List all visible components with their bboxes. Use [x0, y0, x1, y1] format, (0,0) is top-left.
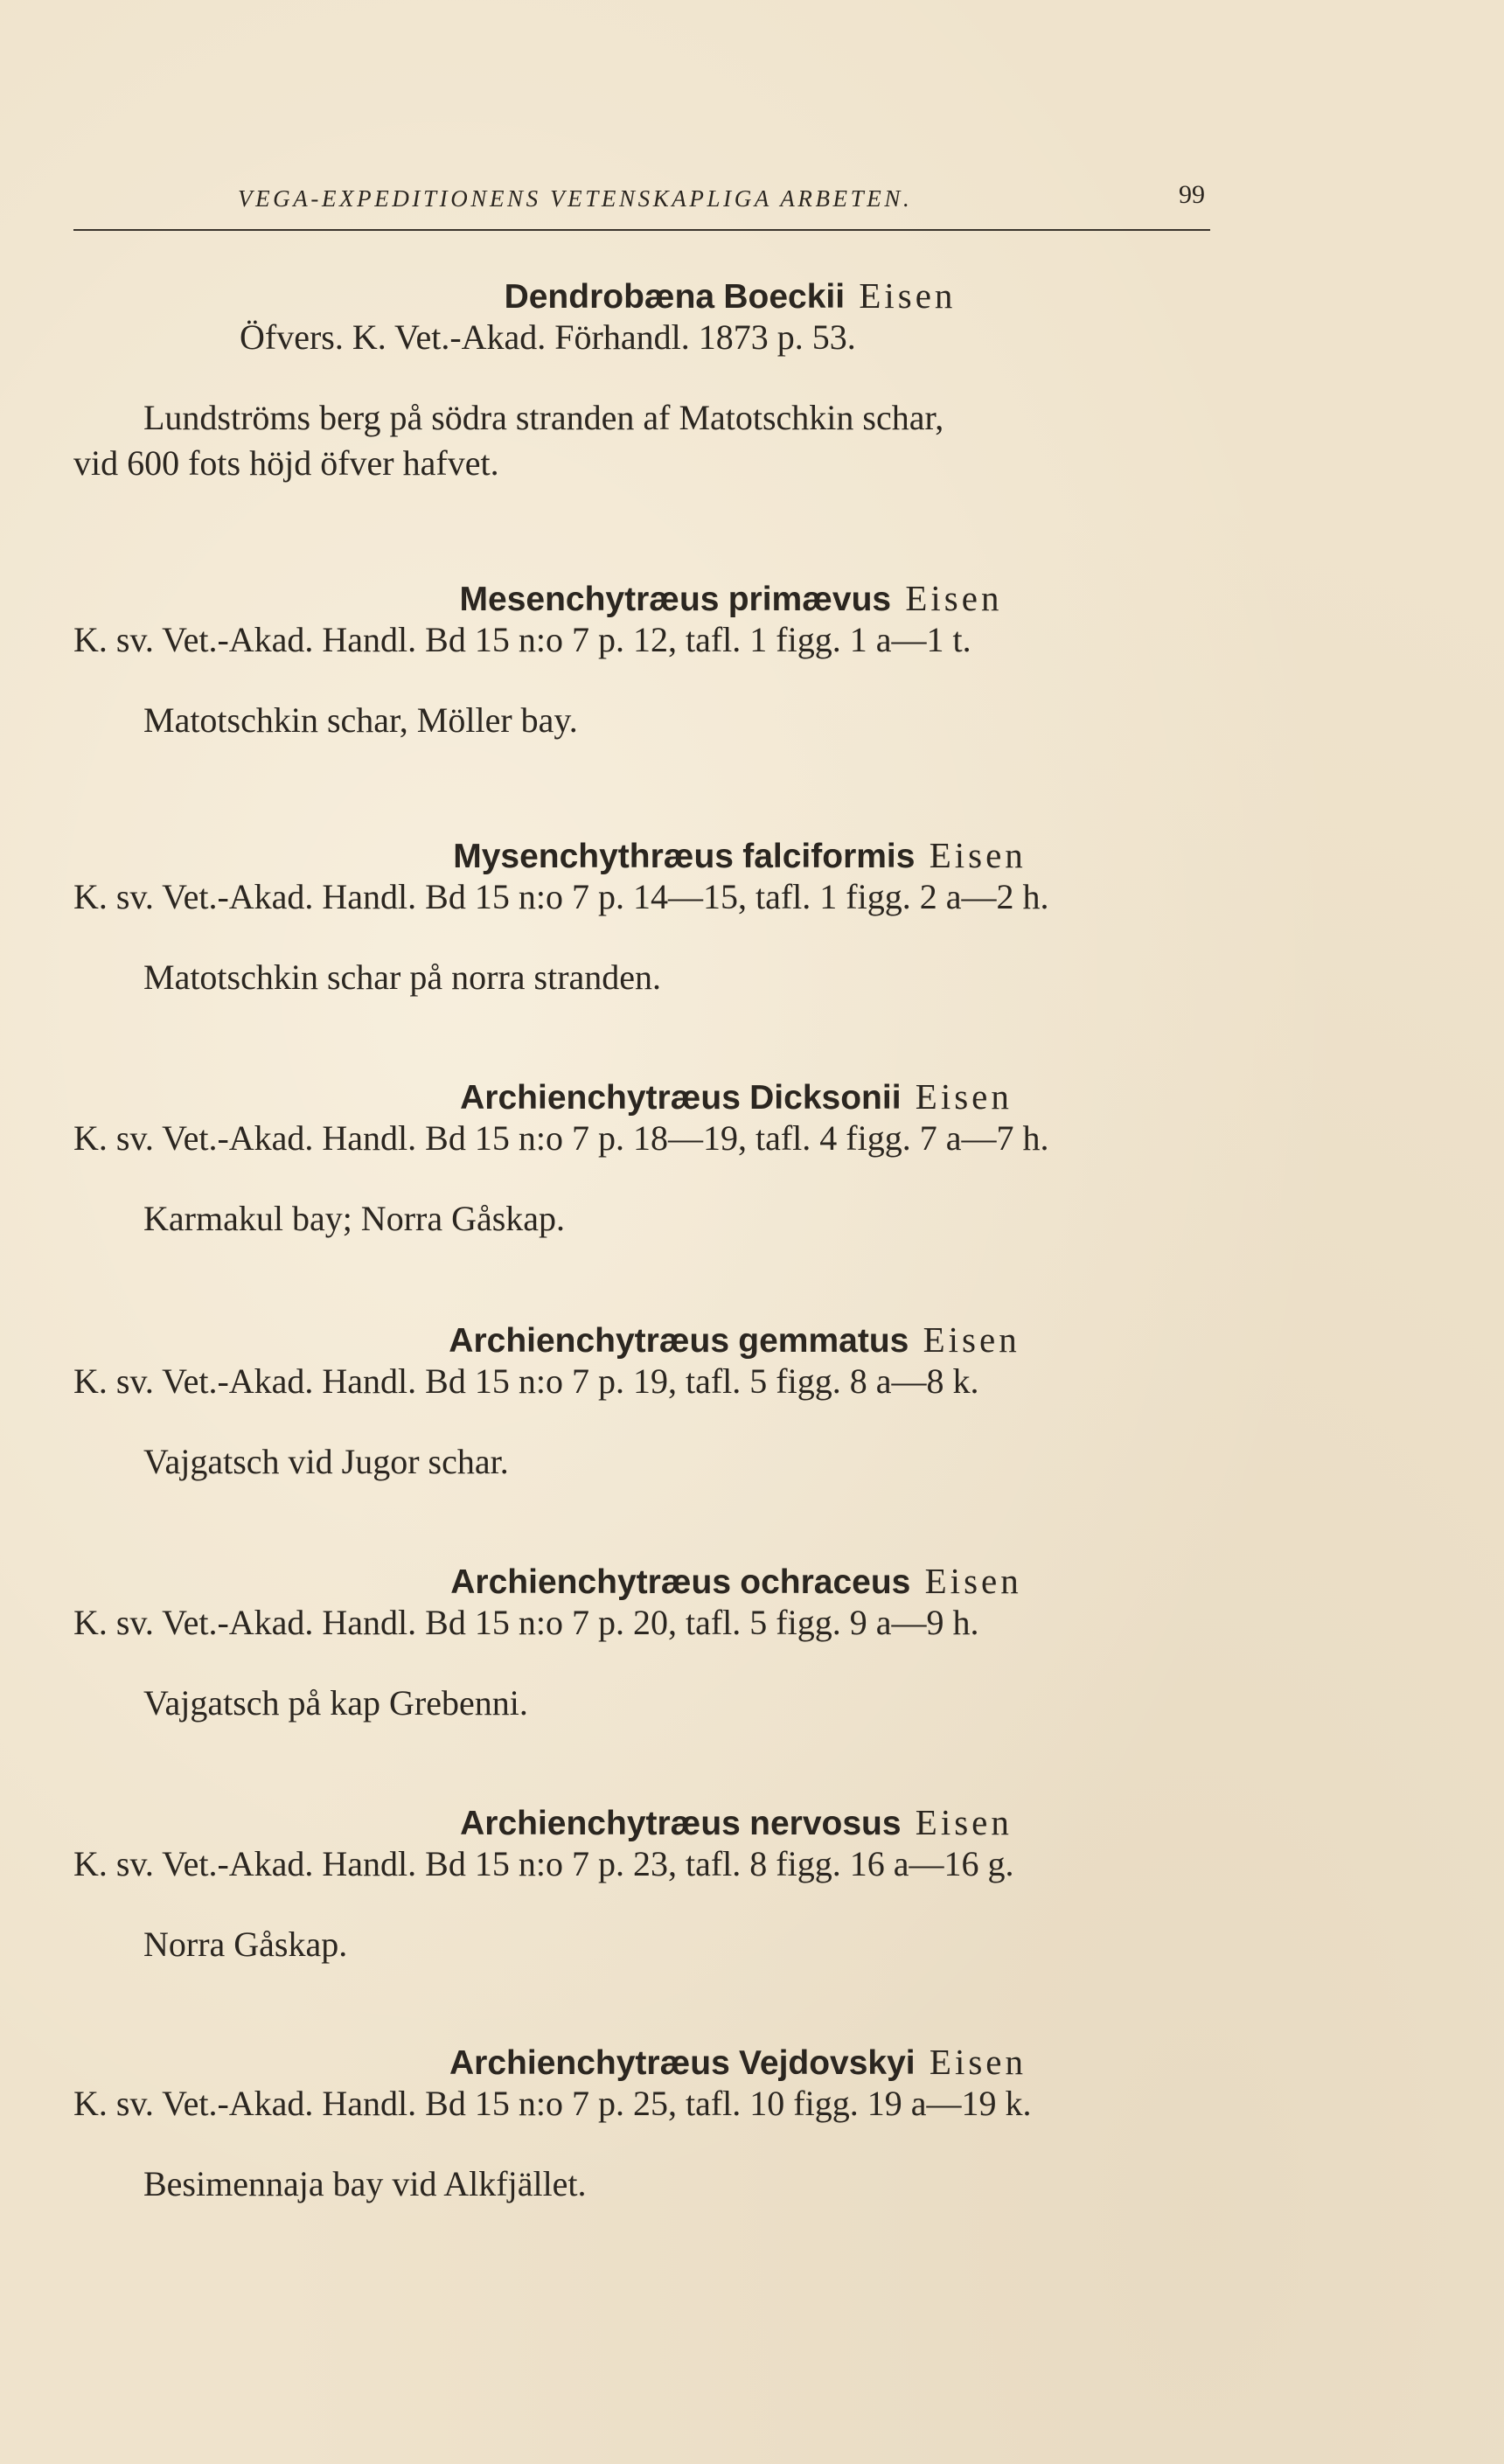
genus-name: Mysenchythræus [453, 838, 734, 875]
author-name: Eisen [915, 1076, 1013, 1117]
genus-name: Mesenchytræus [459, 581, 720, 618]
author-name: Eisen [929, 835, 1027, 875]
page-header [0, 175, 1504, 227]
species-title [0, 2041, 1490, 2083]
author-name: Eisen [929, 2042, 1027, 2082]
locality: Vajgatsch vid Jugor schar. [143, 1442, 509, 1481]
species-name: ochraceus [740, 1563, 911, 1601]
locality: Matotschkin schar på norra stranden. [143, 957, 662, 997]
author-name: Eisen [905, 578, 1003, 618]
literature-reference: K. sv. Vet.-Akad. Handl. Bd 15 n:o 7 p. 14—15, tafl. 1 figg. 2 a—2 h. [73, 877, 1049, 916]
species-name: Dicksonii [749, 1079, 902, 1117]
species-name: Boeckii [723, 278, 846, 316]
author-name: Eisen [915, 1802, 1013, 1842]
locality: Karmakul bay; Norra Gåskap. [143, 1199, 566, 1238]
running-title: VEGA-EXPEDITIONENS VETENSKAPLIGA ARBETEN. [238, 185, 913, 212]
literature-reference: Öfvers. K. Vet.-Akad. Förhandl. 1873 p. 53. [240, 317, 856, 357]
species-title [0, 577, 1483, 619]
species-title [0, 275, 1482, 317]
genus-name: Archienchytræus [449, 2044, 730, 2082]
locality: Norra Gåskap. [143, 1925, 348, 1964]
author-name: Eisen [859, 275, 957, 316]
genus-name: Dendrobæna [504, 278, 715, 316]
author-name: Eisen [923, 1319, 1020, 1360]
literature-reference: K. sv. Vet.-Akad. Handl. Bd 15 n:o 7 p. 20, tafl. 5 figg. 9 a—9 h. [73, 1603, 979, 1642]
author-name: Eisen [924, 1561, 1022, 1601]
species-title [0, 1075, 1488, 1117]
species-name: falciformis [742, 838, 916, 875]
literature-reference: K. sv. Vet.-Akad. Handl. Bd 15 n:o 7 p. 18—19, tafl. 4 figg. 7 a—7 h. [73, 1118, 1049, 1158]
genus-name: Archienchytræus [460, 1805, 741, 1842]
literature-reference: K. sv. Vet.-Akad. Handl. Bd 15 n:o 7 p. 23, tafl. 8 figg. 16 a—16 g. [73, 1844, 1014, 1883]
literature-reference: K. sv. Vet.-Akad. Handl. Bd 15 n:o 7 p. 19, tafl. 5 figg. 8 a—8 k. [73, 1361, 979, 1401]
genus-name: Archienchytræus [460, 1079, 741, 1117]
literature-reference: K. sv. Vet.-Akad. Handl. Bd 15 n:o 7 p. 12, tafl. 1 figg. 1 a—1 t. [73, 620, 971, 659]
species-title [0, 834, 1492, 876]
genus-name: Archienchytræus [450, 1563, 732, 1601]
species-name: primævus [728, 581, 892, 618]
locality-line-2: vid 600 fots höjd öfver hafvet. [73, 443, 499, 483]
species-name: nervosus [749, 1805, 902, 1842]
species-name: Vejdovskyi [739, 2044, 916, 2082]
species-title [0, 1560, 1488, 1602]
genus-name: Archienchytræus [449, 1322, 730, 1360]
header-rule [73, 229, 1210, 231]
locality: Matotschkin schar, Möller bay. [143, 700, 578, 740]
species-name: gemmatus [738, 1322, 909, 1360]
locality-line-1: Lundströms berg på södra stranden af Matotschkin schar, [143, 398, 944, 437]
species-title [0, 1319, 1487, 1361]
page-number: 99 [1179, 180, 1205, 209]
locality: Besimennaja bay vid Alkfjället. [143, 2164, 587, 2203]
locality: Vajgatsch på kap Grebenni. [143, 1683, 528, 1723]
literature-reference: K. sv. Vet.-Akad. Handl. Bd 15 n:o 7 p. 25, tafl. 10 figg. 19 a—19 k. [73, 2084, 1032, 2123]
species-title [0, 1801, 1488, 1843]
